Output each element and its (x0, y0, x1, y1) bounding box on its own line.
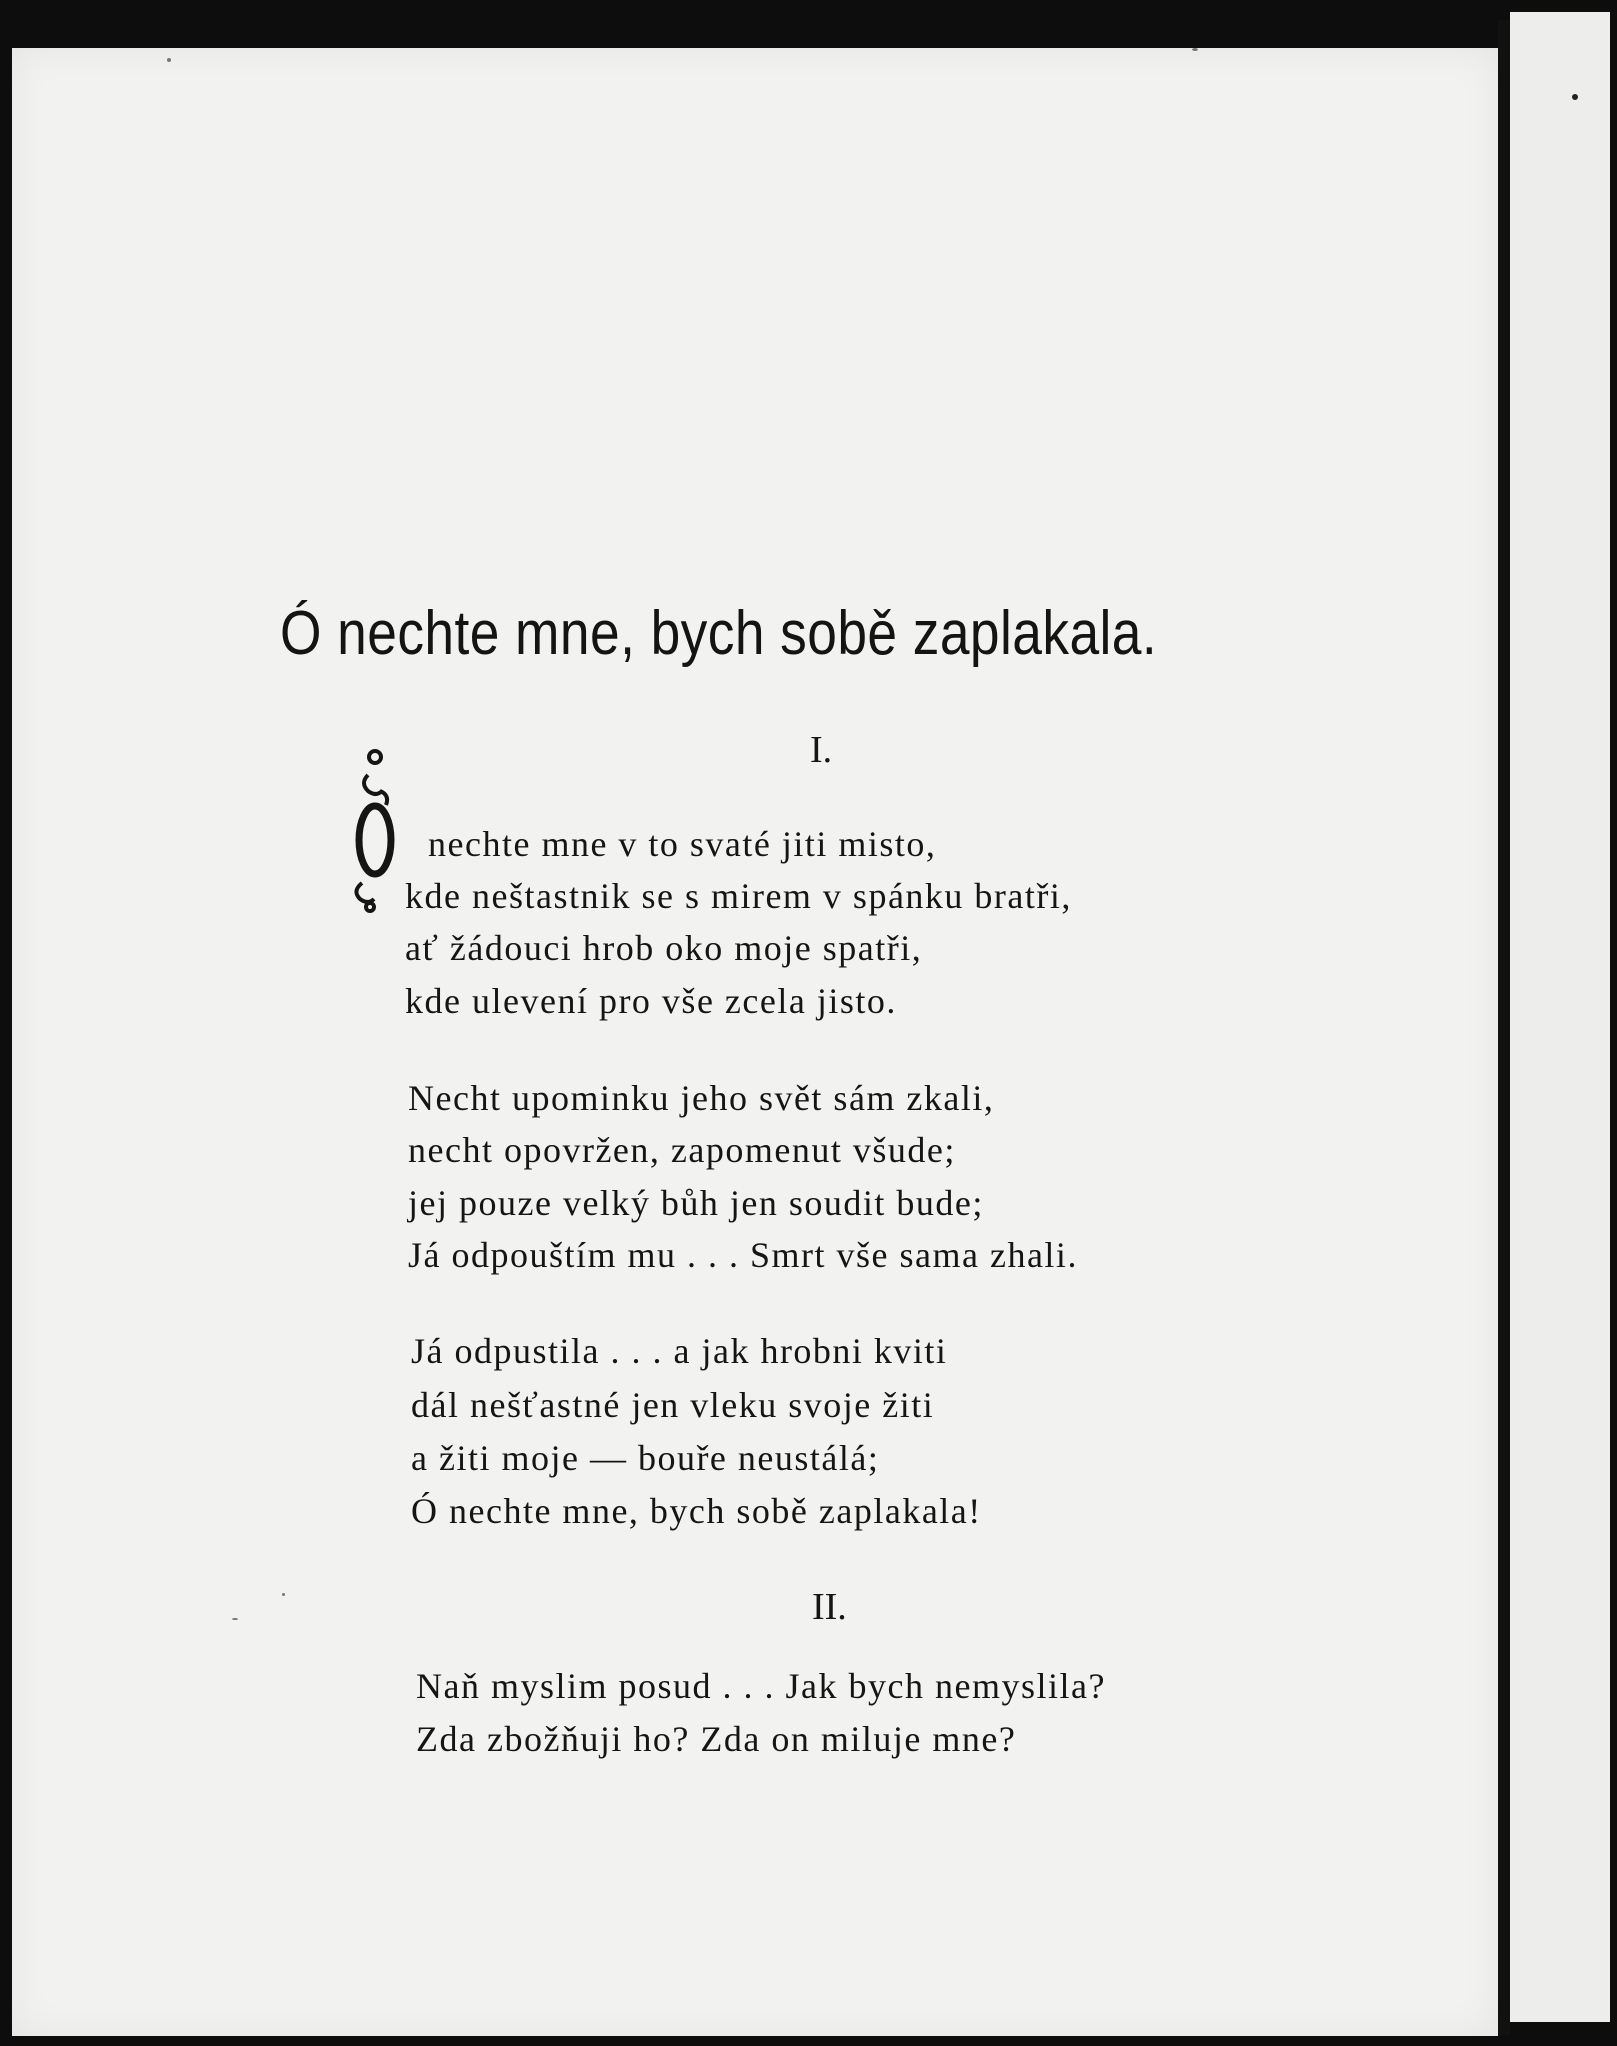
section-number-2: II. (812, 1586, 847, 1628)
poem-line: Já odpustila . . . a jak hrobni kviti (411, 1331, 948, 1371)
scan-speck (167, 58, 171, 62)
scan-speck (1572, 94, 1578, 100)
poem-line: kde ulevení pro vše zcela jisto. (405, 981, 897, 1021)
poem-title: Ó nechte mne, bych sobě zaplakala. (280, 599, 1158, 668)
poem-line: Zda zbožňuji ho? Zda on miluje mne? (416, 1719, 1017, 1759)
ornamental-dropcap (350, 745, 400, 915)
adjacent-page-edge (1510, 12, 1610, 2022)
section-number-1: I. (810, 729, 833, 771)
scan-speck (282, 1593, 285, 1596)
poem-line: a žiti moje — bouře neustálá; (411, 1438, 880, 1478)
scan-speck (232, 1618, 238, 1620)
page-gutter (1498, 20, 1510, 2035)
poem-line: Já odpouštím mu . . . Smrt vše sama zhali. (408, 1235, 1078, 1275)
poem-line: Ó nechte mne, bych sobě zaplakala! (411, 1491, 982, 1531)
poem-line: nechte mne v to svaté jiti misto, (428, 824, 937, 864)
scan-speck (1192, 48, 1198, 51)
poem-line: jej pouze velký bůh jen soudit bude; (408, 1183, 984, 1223)
poem-line: Naň myslim posud . . . Jak bych nemyslila? (416, 1666, 1106, 1706)
poem-line: necht opovržen, zapomenut všude; (408, 1130, 956, 1170)
poem-line: kde neštastnik se s mirem v spánku bratři, (405, 876, 1072, 916)
dropcap-o-ornament-icon (350, 745, 400, 915)
poem-line: ať žádouci hrob oko moje spatři, (405, 928, 923, 968)
poem-line: Necht upominku jeho svět sám zkali, (408, 1078, 995, 1118)
poem-line: dál nešťastné jen vleku svoje žiti (411, 1385, 935, 1425)
